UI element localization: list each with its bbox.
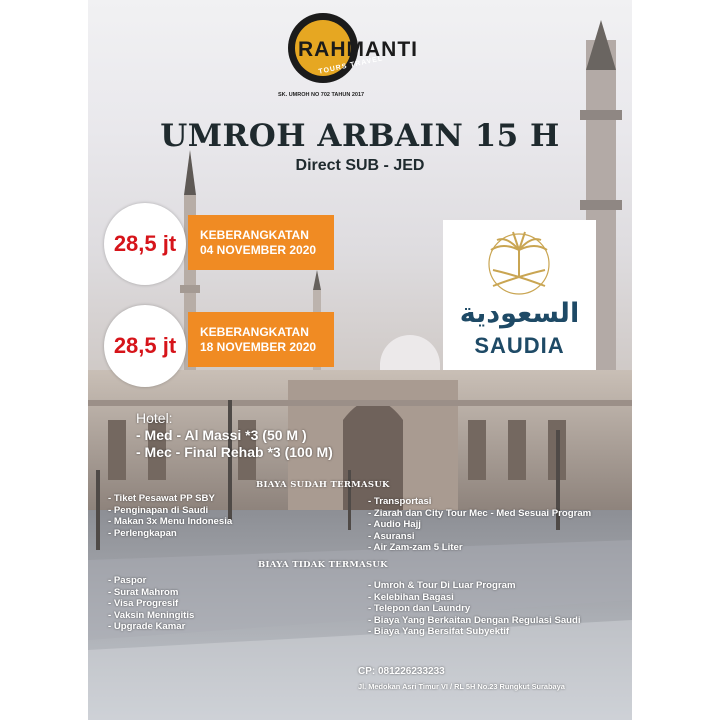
promo-poster [88,0,632,720]
price-badge-2: 28,5 jt [104,305,186,387]
list-item: - Paspor [108,575,194,587]
departure-date-2: 18 NOVEMBER 2020 [200,339,317,354]
price-badge-1: 28,5 jt [104,203,186,285]
brand-name: RAHMANTI [298,38,418,61]
departure-banner-2 [188,312,334,367]
departure-label-1: KEBERANGKATAN [200,227,309,242]
included-list-right [368,496,591,554]
excluded-list-right [368,580,581,638]
list-item: - Ziarah dan City Tour Mec - Med Sesuai Program [368,508,591,520]
hotel-info [136,410,333,461]
excluded-heading: BIAYA TIDAK TERMASUK [258,560,388,570]
list-item: - Tiket Pesawat PP SBY [108,493,232,505]
saudia-airline-logo [443,220,596,370]
palm-swords-emblem-icon [443,220,596,300]
list-item: - Penginapan di Saudi [108,505,232,517]
brand-logo [278,8,528,98]
hotel-heading: Hotel: [136,410,173,426]
hotel-item: - Med - Al Massi *3 (50 M ) [136,427,307,443]
package-title: UMROH ARBAIN 15 H [160,118,560,154]
list-item: - Vaksin Meningitis [108,610,194,622]
list-item: - Biaya Yang Bersifat Subyektif [368,626,581,638]
list-item: - Asuransi [368,531,591,543]
list-item: - Visa Progresif [108,598,194,610]
contact-address: Jl. Medokan Asri Timur VI / RL 5H No.23 Rungkut Surabaya [358,682,565,691]
hotel-item: - Mec - Final Rehab *3 (100 M) [136,444,333,460]
list-item: - Transportasi [368,496,591,508]
list-item: - Makan 3x Menu Indonesia [108,516,232,528]
included-list-left [108,493,232,539]
list-item: - Kelebihan Bagasi [368,592,581,604]
departure-date-1: 04 NOVEMBER 2020 [200,242,317,257]
license-number: SK. UMROH NO 702 TAHUN 2017 [278,92,365,98]
list-item: - Perlengkapan [108,528,232,540]
list-item: - Upgrade Kamar [108,621,194,633]
flight-route: Direct SUB - JED [295,157,425,174]
list-item: - Biaya Yang Berkaitan Dengan Regulasi Saudi [368,615,581,627]
list-item: - Telepon dan Laundry [368,603,581,615]
airline-name: SAUDIA [474,333,565,358]
list-item: - Surat Mahrom [108,587,194,599]
departure-label-2: KEBERANGKATAN [200,324,309,339]
airline-name-arabic: السعودية [459,298,580,329]
departure-banner-1 [188,215,334,270]
brand-tagline: TOURS TRAVEL [317,55,384,76]
excluded-list-left [108,575,194,633]
list-item: - Audio Hajj [368,519,591,531]
list-item: - Umroh & Tour Di Luar Program [368,580,581,592]
contact-phone: CP: 081226233233 [358,666,445,677]
included-heading: BIAYA SUDAH TERMASUK [256,480,390,490]
list-item: - Air Zam-zam 5 Liter [368,542,591,554]
